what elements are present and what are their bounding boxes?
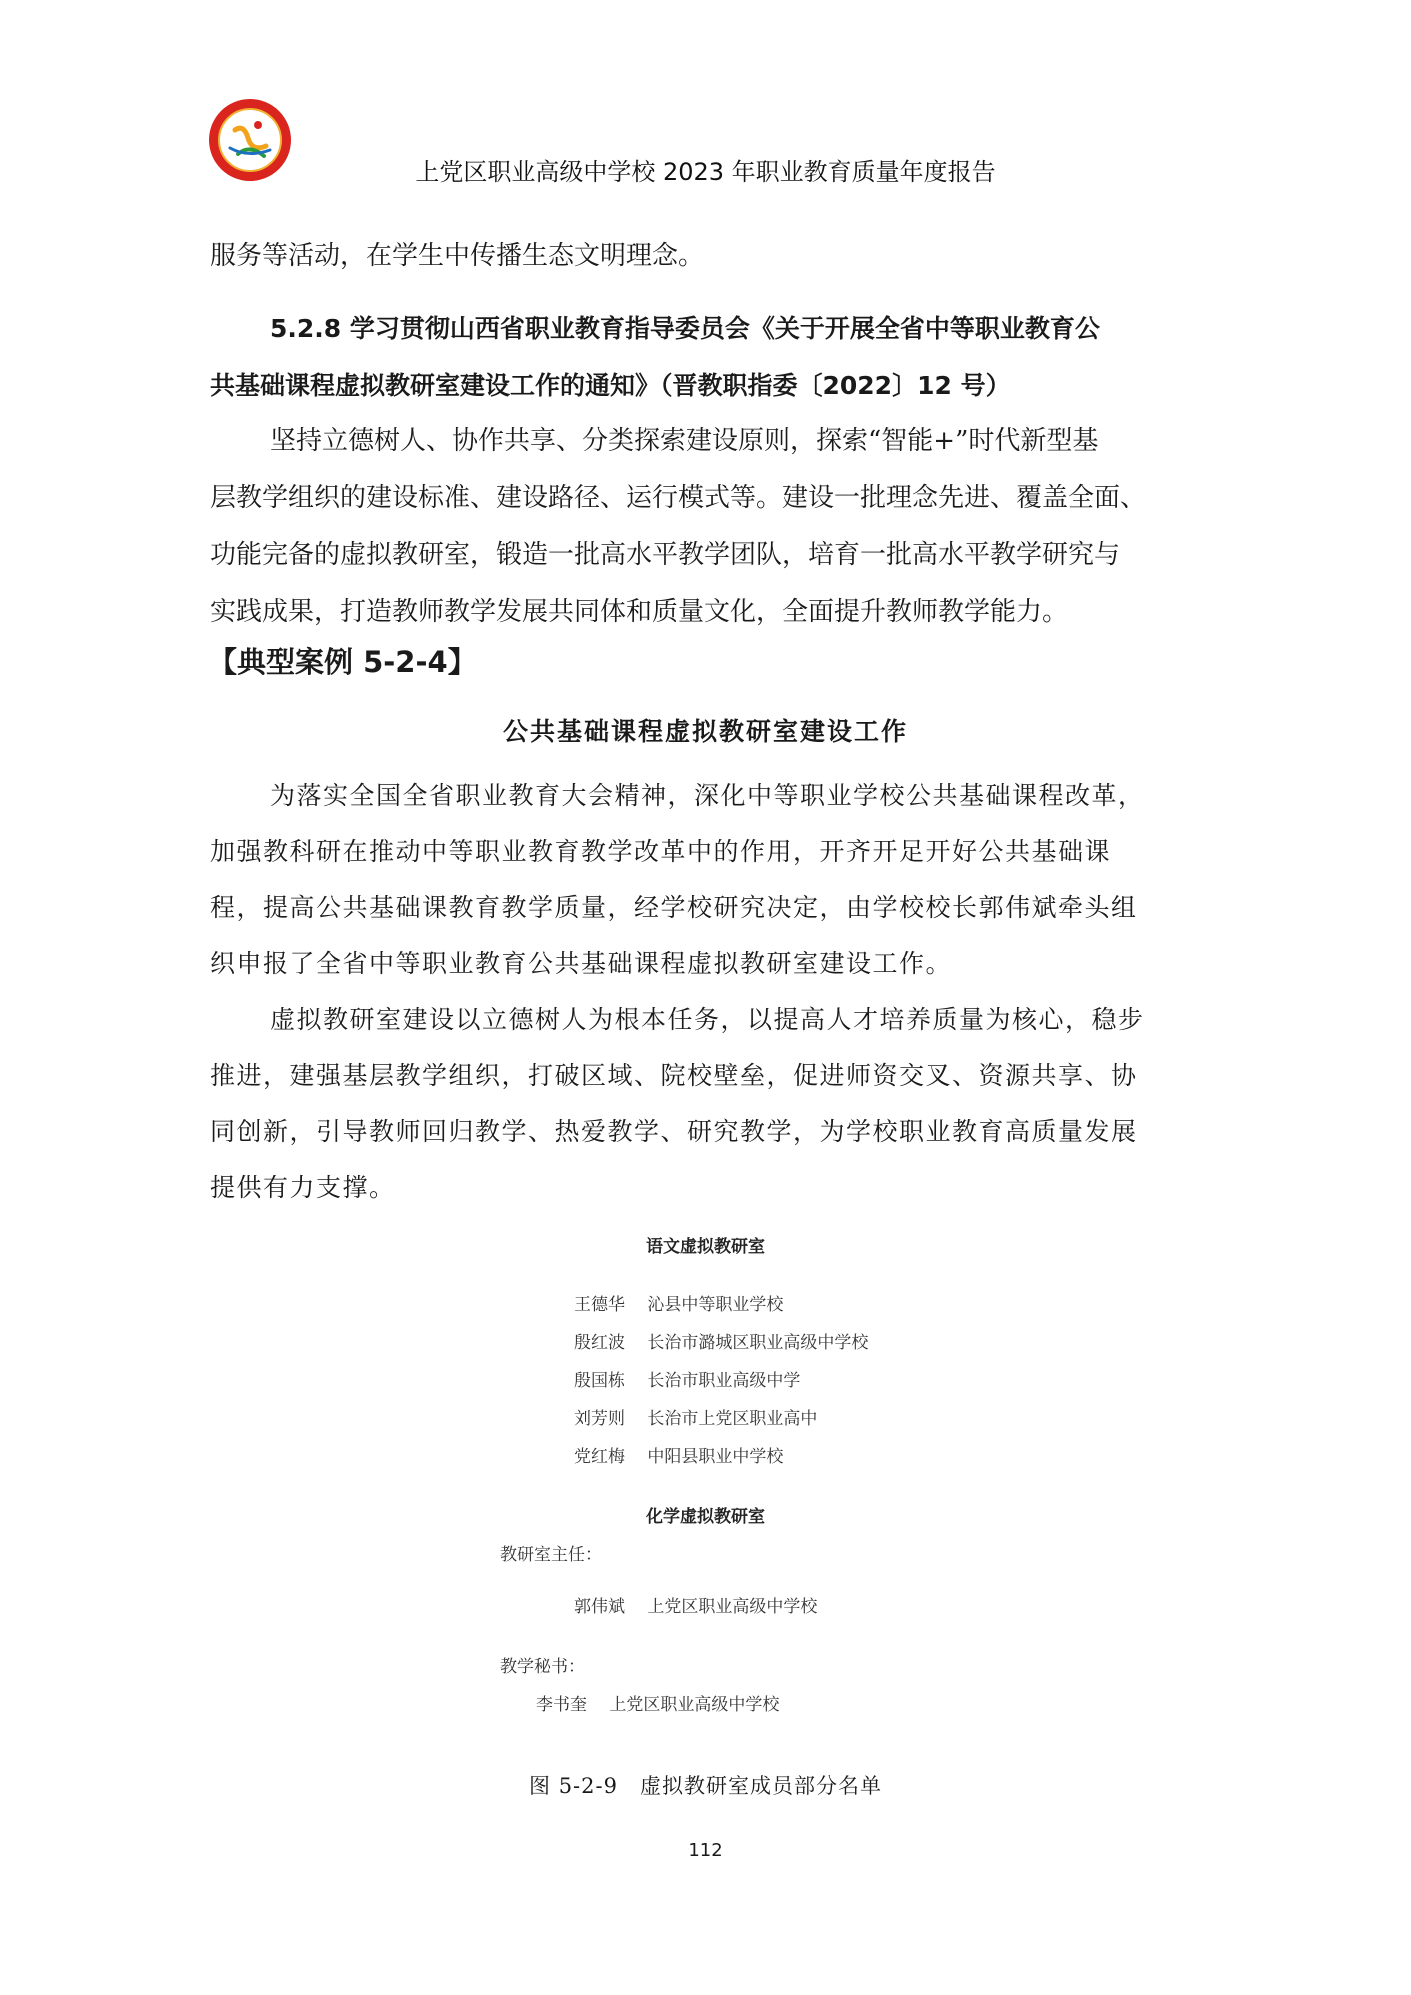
case-line: 织申报了全省中等职业教育公共基础课程虚拟教研室建设工作。 — [210, 949, 953, 978]
member-row — [574, 1286, 868, 1324]
member-row — [574, 1362, 868, 1400]
section-body-line: 层教学组织的建设标准、建设路径、运行模式等。建设一批理念先进、覆盖全面、 — [210, 483, 1147, 513]
case-line: 程，提高公共基础课教育教学质量，经学校研究决定，由学校校长郭伟斌牵头组 — [210, 893, 1138, 922]
intro-line: 服务等活动，在学生中传播生态文明理念。 — [210, 241, 705, 271]
member-school: 长治市潞城区职业高级中学校 — [647, 1333, 869, 1353]
chemistry-director — [574, 1588, 817, 1626]
member-school: 中阳县职业中学校 — [647, 1447, 784, 1467]
section-body-line: 坚持立德树人、协作共享、分类探索建设原则，探索“智能+”时代新型基 — [270, 426, 1099, 456]
case-line: 虚拟教研室建设以立德树人为根本任务，以提高人才培养质量为核心，稳步 — [270, 1005, 1145, 1034]
figure-caption: 图 5-2-9 虚拟教研室成员部分名单 — [529, 1774, 882, 1798]
member-school: 长治市上党区职业高中 — [647, 1409, 818, 1429]
member-row — [574, 1588, 817, 1626]
section-heading — [210, 300, 1200, 414]
chemistry-secretary — [536, 1686, 779, 1724]
member-school: 上党区职业高级中学校 — [647, 1597, 818, 1617]
section-heading-line: 共基础课程虚拟教研室建设工作的通知》（晋教职指委〔2022〕12 号） — [210, 371, 1011, 400]
member-school: 沁县中等职业学校 — [647, 1295, 784, 1315]
case-line: 为落实全国全省职业教育大会精神，深化中等职业学校公共基础课程改革， — [270, 781, 1145, 810]
section-body-line: 功能完备的虚拟教研室，锻造一批高水平教学团队，培育一批高水平教学研究与 — [210, 540, 1121, 570]
section-body-line: 实践成果，打造教师教学发展共同体和质量文化，全面提升教师教学能力。 — [210, 597, 1069, 627]
member-name: 李书奎 — [536, 1695, 587, 1715]
case-line: 加强教科研在推动中等职业教育教学改革中的作用，开齐开足开好公共基础课 — [210, 837, 1112, 866]
chinese-office-member-list — [574, 1286, 868, 1476]
member-name: 殷国栋 — [574, 1371, 625, 1391]
member-row — [574, 1400, 868, 1438]
chinese-office-title: 语文虚拟教研室 — [646, 1237, 765, 1257]
member-name: 刘芳则 — [574, 1409, 625, 1429]
member-name: 王德华 — [574, 1295, 625, 1315]
section-body — [210, 413, 1200, 641]
member-row — [536, 1686, 779, 1724]
page-number: 112 — [688, 1840, 723, 1861]
member-school: 长治市职业高级中学 — [647, 1371, 801, 1391]
case-paragraph-1 — [210, 768, 1200, 992]
case-subtitle: 公共基础课程虚拟教研室建设工作 — [502, 717, 908, 746]
report-header-title: 上党区职业高级中学校 2023 年职业教育质量年度报告 — [415, 158, 996, 186]
chemistry-office-title: 化学虚拟教研室 — [646, 1507, 765, 1527]
member-name: 党红梅 — [574, 1447, 625, 1467]
intro-paragraph — [210, 228, 1200, 285]
case-paragraph-2 — [210, 992, 1200, 1216]
member-name: 殷红波 — [574, 1333, 625, 1353]
chemistry-director-label: 教研室主任： — [500, 1545, 602, 1565]
section-heading-line: 5.2.8 学习贯彻山西省职业教育指导委员会《关于开展全省中等职业教育公 — [270, 314, 1100, 343]
member-school: 上党区职业高级中学校 — [609, 1695, 780, 1715]
case-line: 同创新，引导教师回归教学、热爱教学、研究教学，为学校职业教育高质量发展 — [210, 1117, 1138, 1146]
case-line: 提供有力支撑。 — [210, 1173, 396, 1202]
member-row — [574, 1324, 868, 1362]
chemistry-secretary-label: 教学秘书： — [500, 1657, 585, 1677]
case-line: 推进，建强基层教学组织，打破区域、院校壁垒，促进师资交叉、资源共享、协 — [210, 1061, 1138, 1090]
case-label: 【典型案例 5-2-4】 — [208, 645, 477, 679]
member-name: 郭伟斌 — [574, 1597, 625, 1617]
member-row — [574, 1438, 868, 1476]
